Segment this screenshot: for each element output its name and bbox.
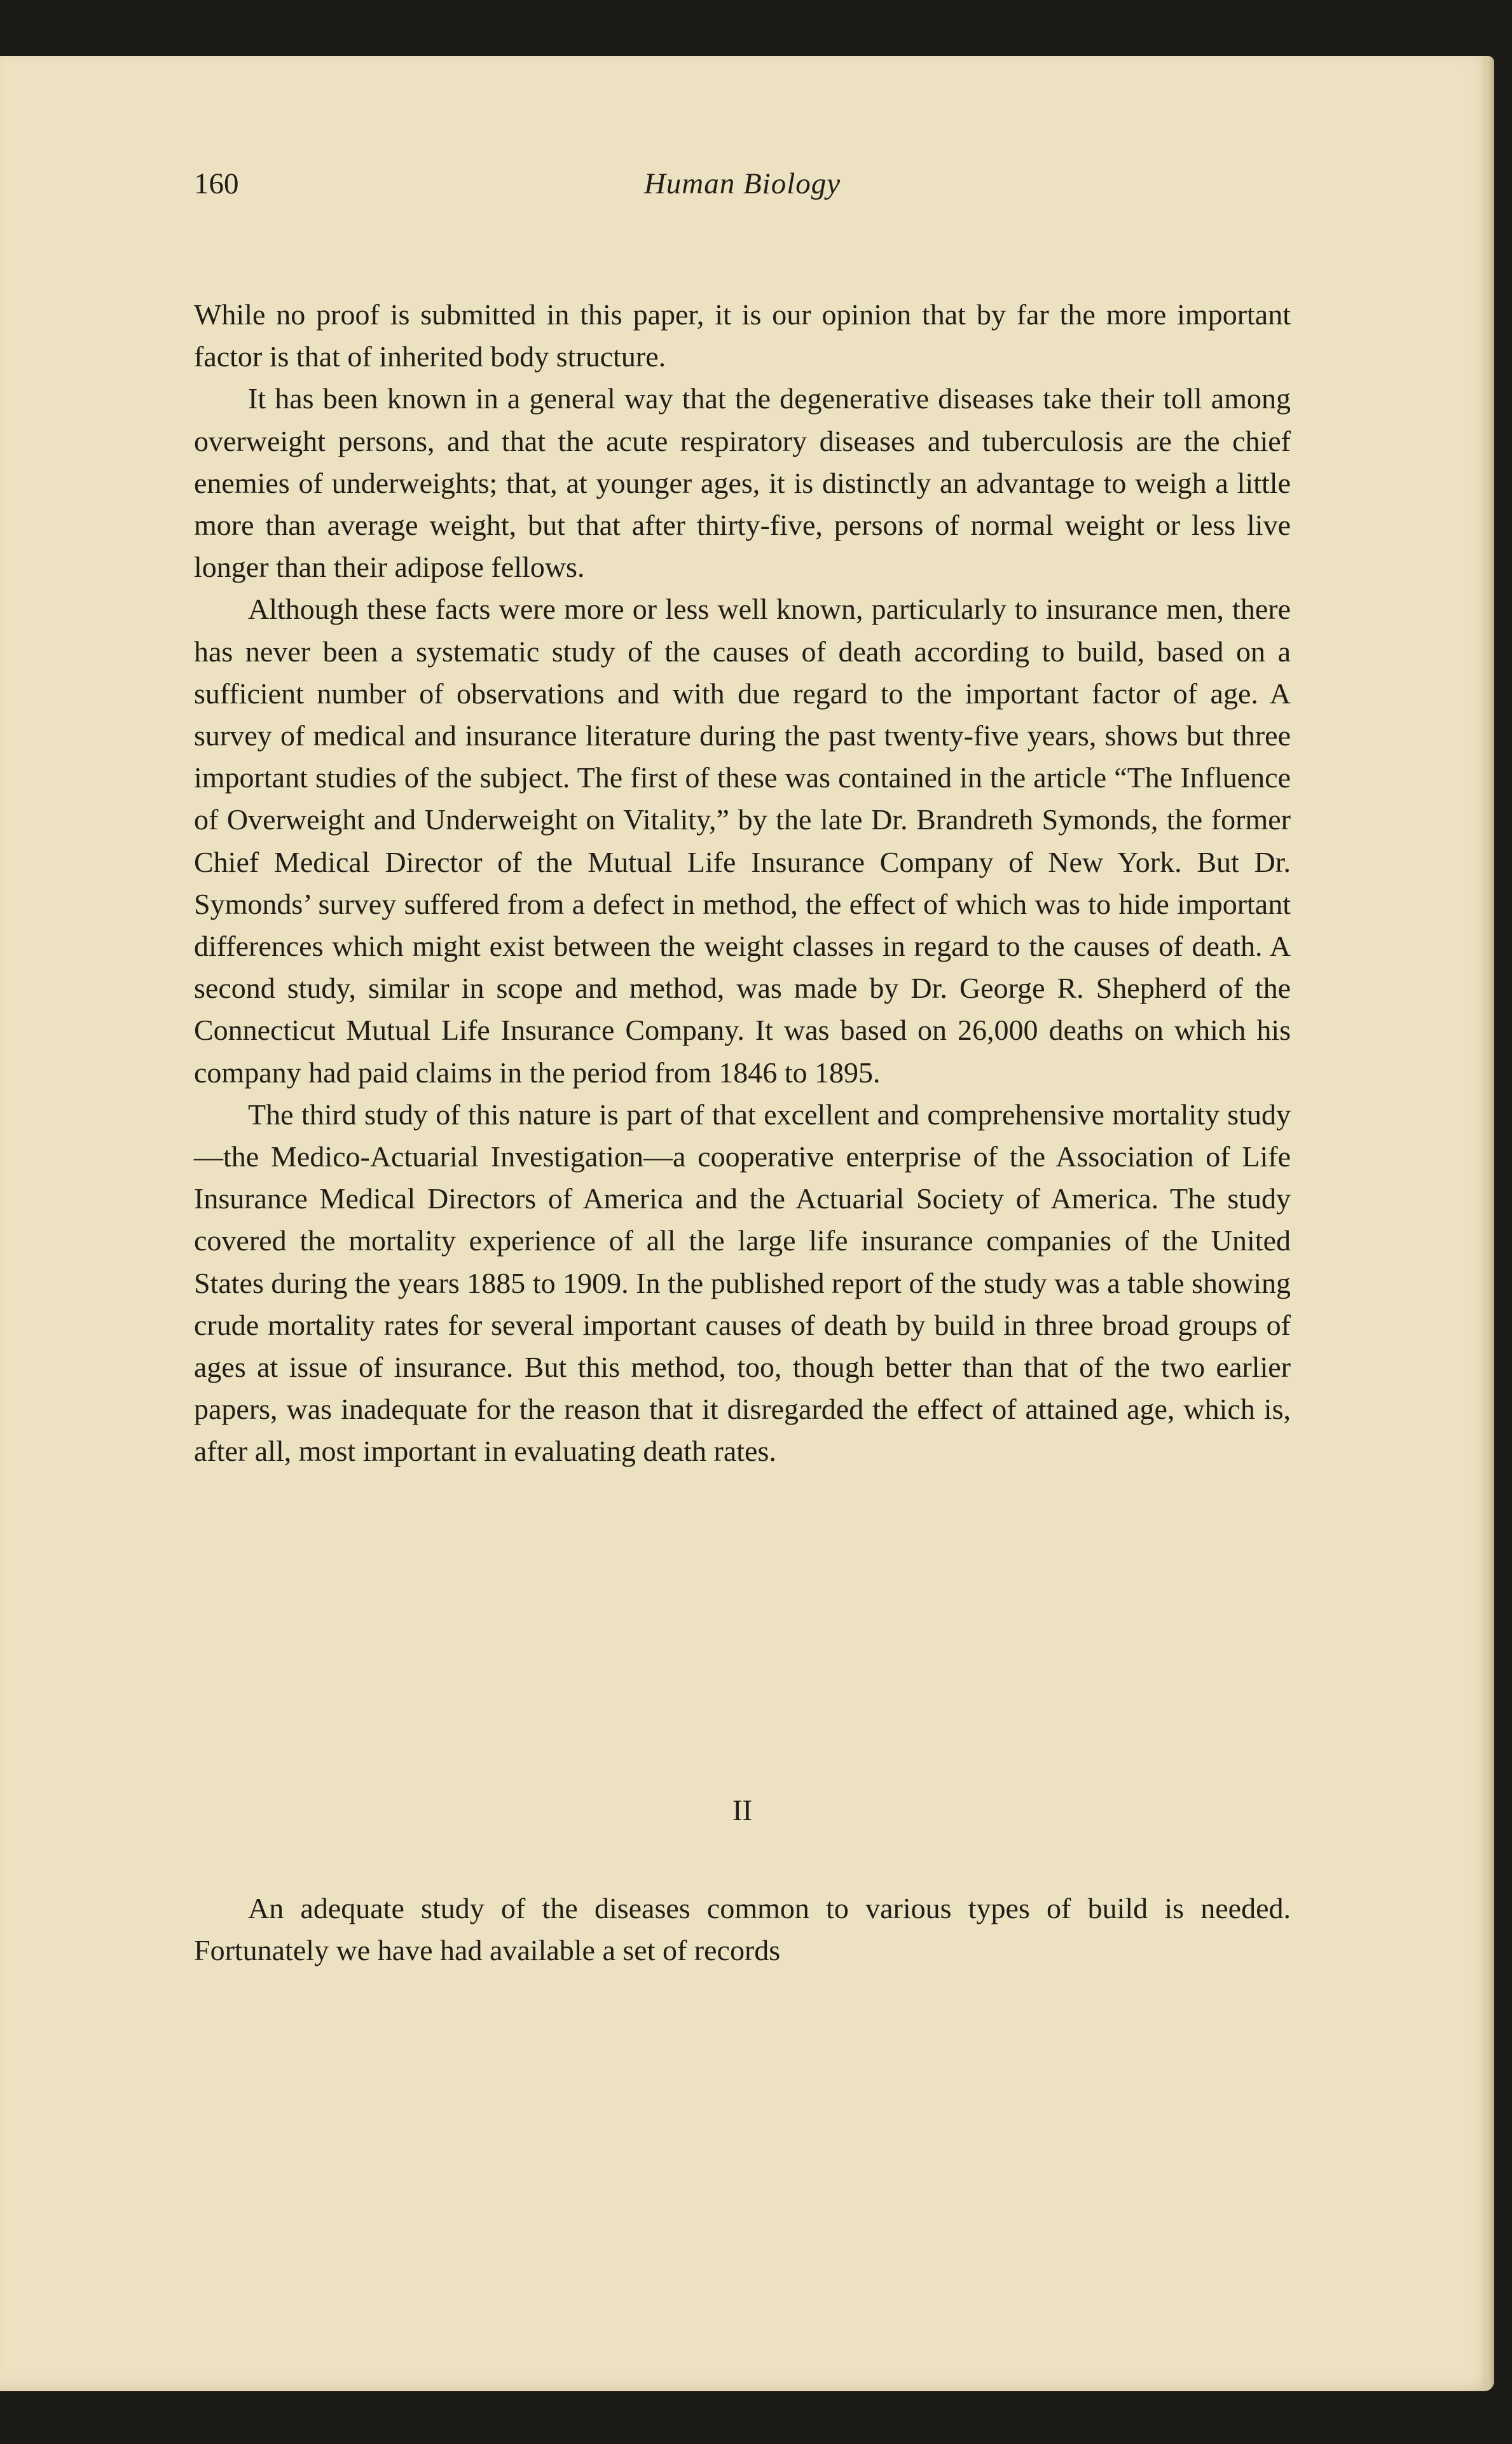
- paragraph-5: An adequate study of the diseases common to various types of build is needed. Fortunately we have had available a set of records: [194, 1892, 1291, 1967]
- section-text: [194, 1888, 1291, 1971]
- paragraph-3: Although these facts were more or less well known, particularly to insurance men, there has never been a systematic study of the causes of death according to build, based on a sufficient number of observations and with due regard to the important factor of age. A survey of medical and insurance literature during the past twenty-five years, shows but three important studies of the subject. The first of these was contained in the article “The Influence of Overweight and Underweight on Vitality,” by the late Dr. Brandreth Symonds, the former Chief Medical Director of the Mutual Life Insurance Company of New York. But Dr. Symonds’ survey suffered from a defect in method, the effect of which was to hide important differences which might exist between the weight classes in regard to the causes of death. A second study, similar in scope and method, was made by Dr. George R. Shepherd of the Connecticut Mutual Life Insurance Company. It was based on 26,000 deaths on which his company had paid claims in the period from 1846 to 1895.: [194, 593, 1291, 1089]
- paragraph-4: The third study of this nature is part of that excellent and comprehensive mortality study—the Medico-Actuarial Investigation—a cooperative enterprise of the Association of Life Insurance Medical Directors of America and the Actuarial Society of America. The study covered the mortality experience of all the large life insurance companies of the United States during the years 1885 to 1909. In the published report of the study was a table showing crude mortality rates for several important causes of death by build in three broad groups of ages at issue of insurance. But this method, too, though better than that of the two earlier papers, was inadequate for the reason that it disregarded the effect of attained age, which is, after all, most important in evaluating death rates.: [194, 1098, 1291, 1468]
- page-number: 160: [194, 167, 239, 200]
- running-head: Human Biology: [643, 167, 841, 200]
- main-text: [194, 294, 1291, 1473]
- paragraph-1: While no proof is submitted in this paper, it is our opinion that by far the more important factor is that of inherited body structure.: [194, 298, 1291, 373]
- page-edge-shadow: [1480, 56, 1494, 2391]
- section-heading: II: [732, 1794, 753, 1827]
- page-header: [194, 167, 1291, 224]
- paragraph-2: It has been known in a general way that the degenerative diseases take their toll among overweight persons, and that the acute respiratory diseases and tuberculosis are the chief enemies of underweights; that, at younger ages, it is distinctly an advantage to weigh a little more than average weight, but that after thirty-five, persons of normal weight or less live longer than their adipose fellows.: [194, 382, 1291, 584]
